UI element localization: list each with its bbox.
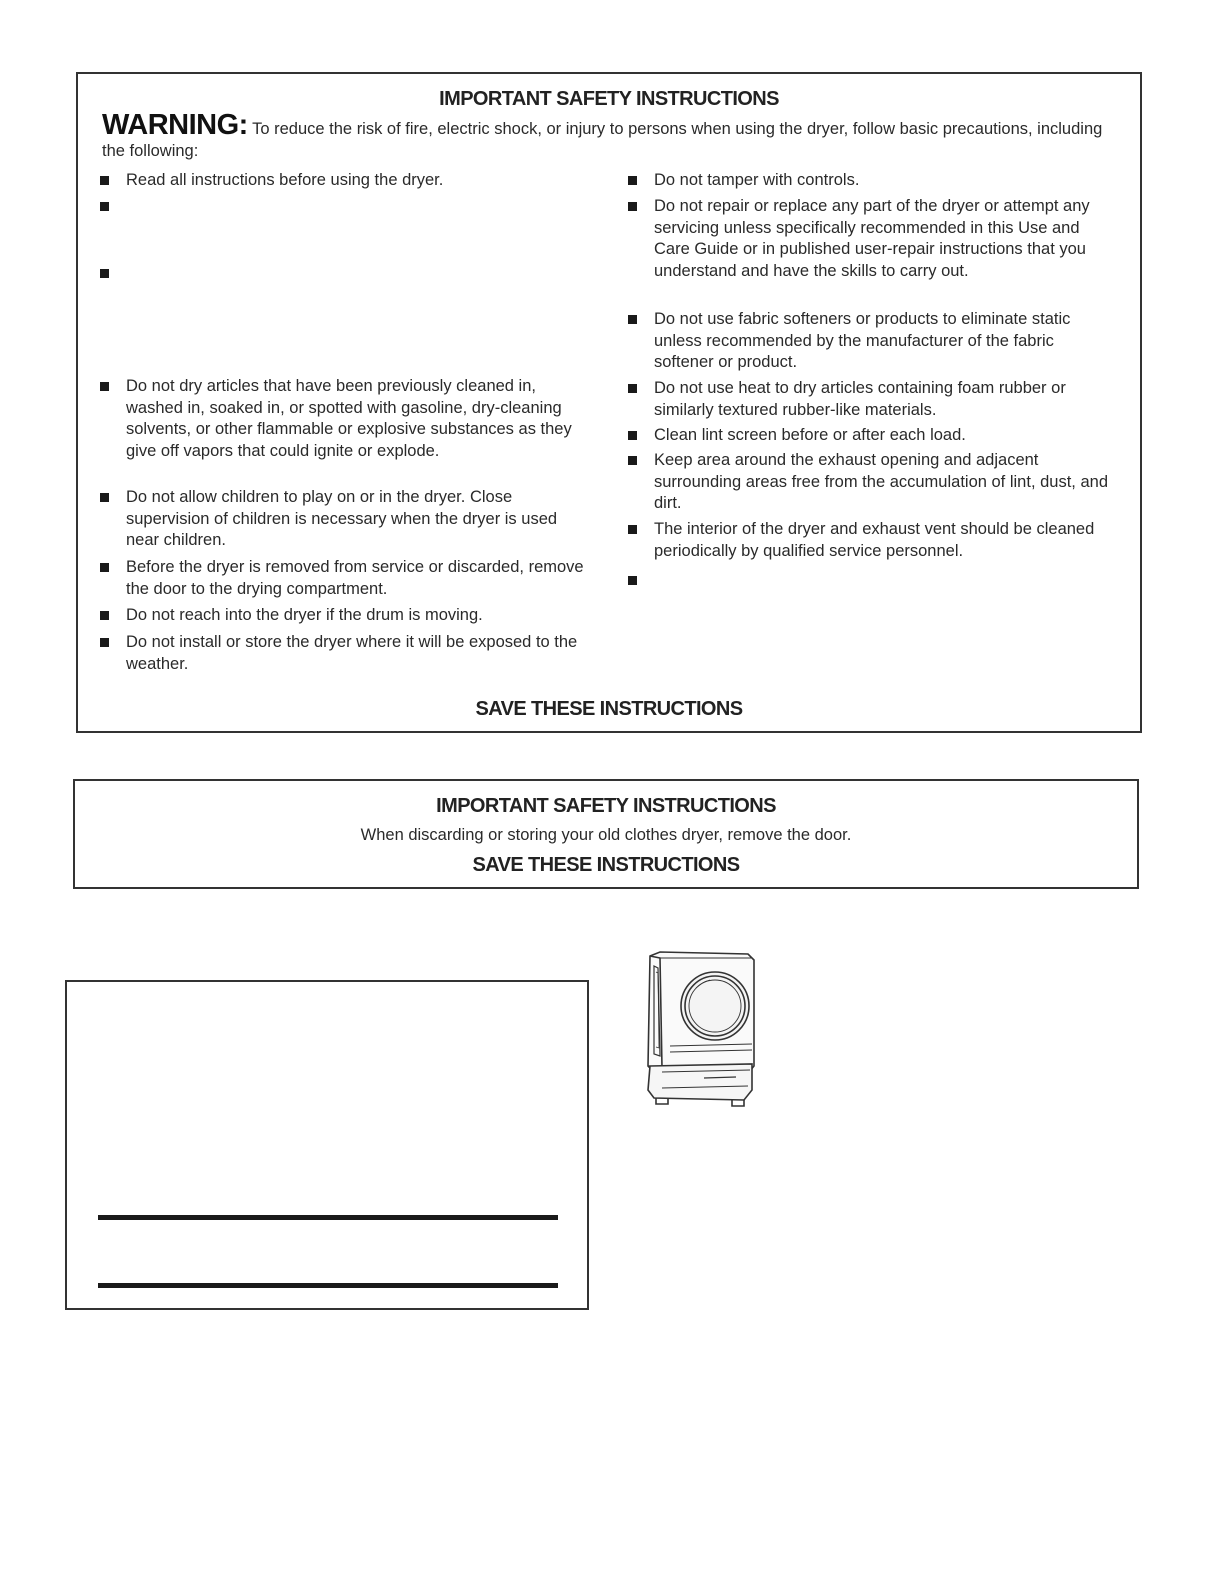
list-item: Do not use fabric softeners or products to eliminate static unless recommended by the manufacturer of the fabric softener or product. xyxy=(628,309,1118,374)
square-bullet-icon xyxy=(628,384,637,393)
list-item: Do not install or store the dryer where it will be exposed to the weather. xyxy=(100,632,590,675)
square-bullet-icon xyxy=(100,493,109,502)
list-item: The interior of the dryer and exhaust vent should be cleaned periodically by qualified service personnel. xyxy=(628,519,1118,562)
divider-rule xyxy=(98,1215,558,1220)
front-load-dryer-icon xyxy=(640,948,762,1108)
square-bullet-icon xyxy=(628,315,637,324)
list-item: Do not allow children to play on or in the dryer. Close supervision of children is necessary when the dryer is used near children. xyxy=(100,487,590,552)
square-bullet-icon xyxy=(628,202,637,211)
warning-label: WARNING: xyxy=(102,109,248,141)
safety-title: IMPORTANT SAFETY INSTRUCTIONS xyxy=(439,88,779,110)
warning-text: To reduce the risk of fire, electric shock, or injury to persons when using the dryer, follow basic precautions, including the following: xyxy=(102,120,1103,160)
save-instructions-footer: SAVE THESE INSTRUCTIONS xyxy=(475,698,743,720)
square-bullet-icon xyxy=(100,638,109,647)
list-item: Read all instructions before using the dryer. xyxy=(100,170,590,192)
discard-text: When discarding or storing your old clothes dryer, remove the door. xyxy=(360,826,852,844)
blank-record-box xyxy=(65,980,589,1310)
square-bullet-icon xyxy=(100,269,109,278)
square-bullet-icon xyxy=(628,456,637,465)
square-bullet-icon xyxy=(100,176,109,185)
discard-instructions-box xyxy=(73,779,1139,889)
list-item: Do not use heat to dry articles containing foam rubber or similarly textured rubber-like materials. xyxy=(628,378,1118,421)
list-item: Keep area around the exhaust opening and adjacent surrounding areas free from the accumulation of lint, dust, and dirt. xyxy=(628,450,1118,515)
safety-instructions-box xyxy=(76,72,1142,733)
square-bullet-icon xyxy=(100,563,109,572)
divider-rule xyxy=(98,1283,558,1288)
list-item: Clean lint screen before or after each load. xyxy=(628,425,1118,447)
discard-title: IMPORTANT SAFETY INSTRUCTIONS xyxy=(436,795,776,817)
square-bullet-icon xyxy=(100,611,109,620)
square-bullet-icon xyxy=(628,525,637,534)
list-item: Do not reach into the dryer if the drum is moving. xyxy=(100,605,590,627)
list-item: Do not tamper with controls. xyxy=(628,170,1118,192)
square-bullet-icon xyxy=(100,382,109,391)
discard-footer: SAVE THESE INSTRUCTIONS xyxy=(472,854,740,876)
list-item: Before the dryer is removed from service or discarded, remove the door to the drying compartment. xyxy=(100,557,590,600)
warning-statement xyxy=(102,110,1122,162)
list-item: Do not dry articles that have been previously cleaned in, washed in, soaked in, or spotted with gasoline, dry-cleaning solvents, or other flammable or explosive substances as they give off vapors that could ignite or explode. xyxy=(100,376,590,462)
square-bullet-icon xyxy=(628,576,637,585)
square-bullet-icon xyxy=(628,176,637,185)
square-bullet-icon xyxy=(100,202,109,211)
square-bullet-icon xyxy=(628,431,637,440)
list-item: Do not repair or replace any part of the dryer or attempt any servicing unless specifically recommended in this Use and Care Guide or in published user-repair instructions that you understand and have the skills to carry out. xyxy=(628,196,1118,282)
